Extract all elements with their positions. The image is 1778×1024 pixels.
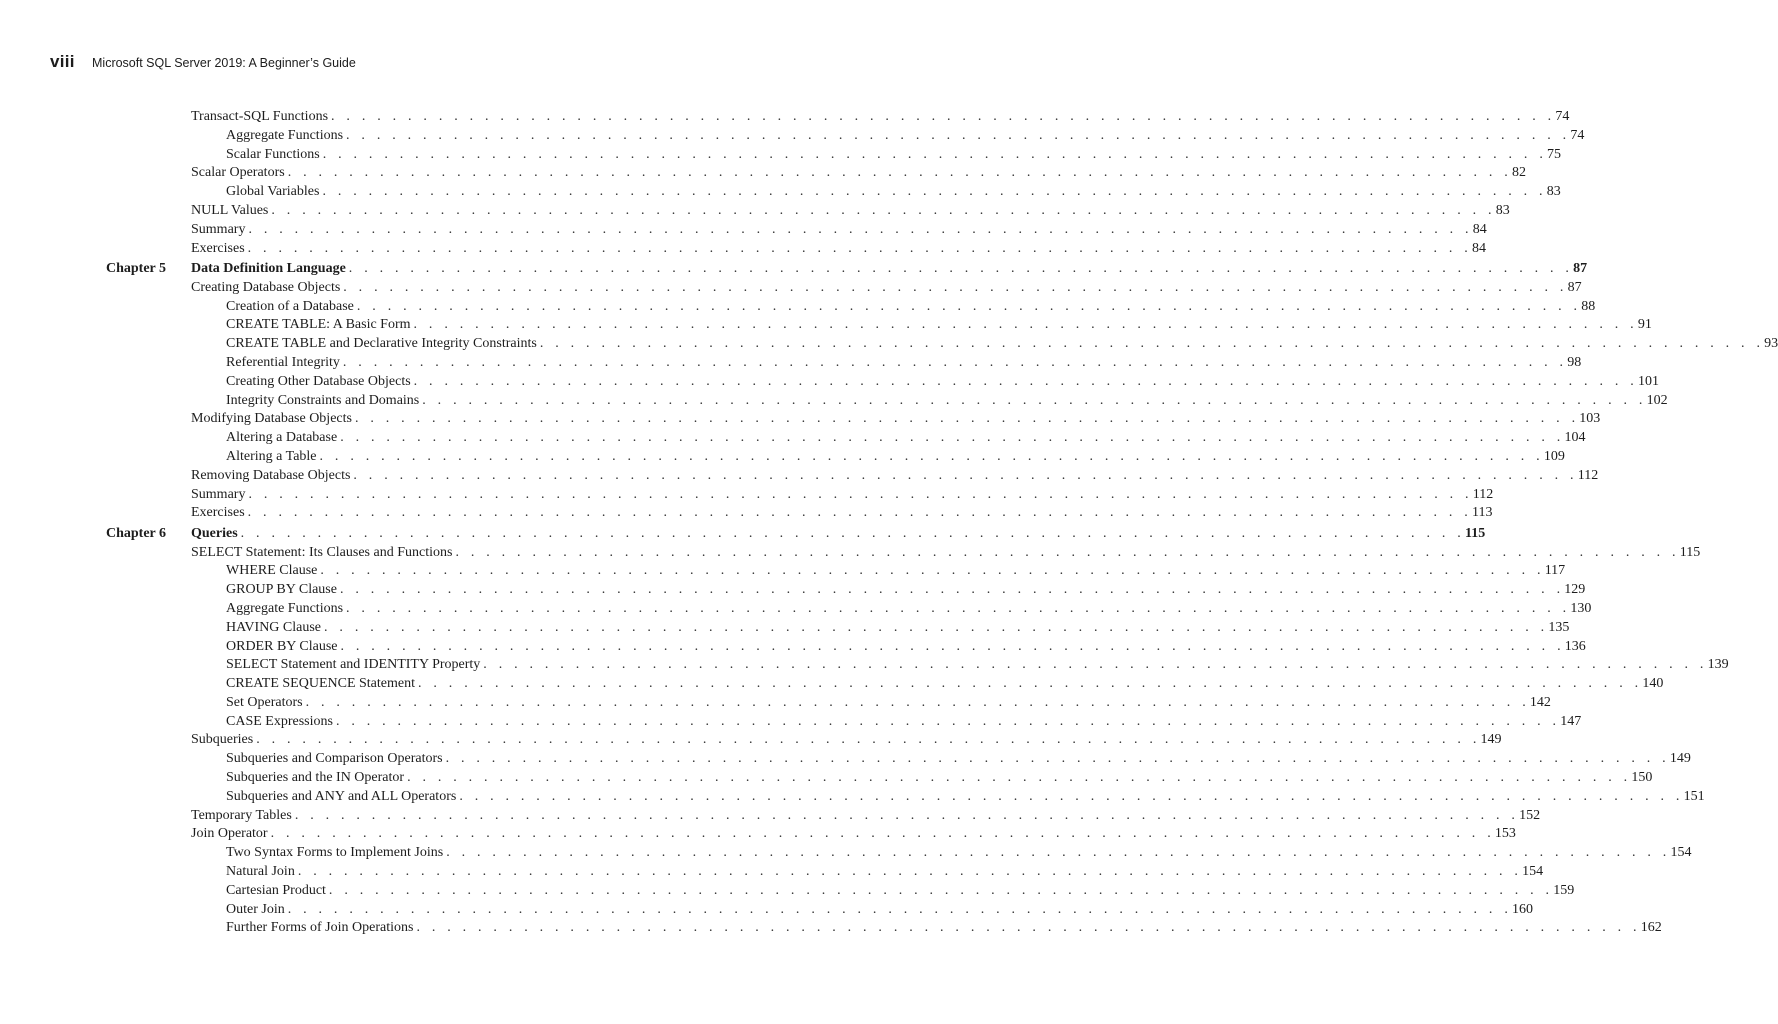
toc-entry-line	[226, 146, 1562, 165]
toc-entry-page: 113	[1471, 505, 1493, 521]
dot-leader: . . . . . . . . . . . . . . . . . . . . . . . . . . . . . . . . . . . . . . . . . . . . . . . . . . . . . . . . . . . . . . . . . . . . . . . . . . . . . . . .	[340, 430, 1565, 446]
toc-entry-title: Temporary Tables	[191, 807, 292, 823]
running-head-title: Microsoft SQL Server 2019: A Beginner’s Guide	[92, 56, 356, 70]
toc-entry-line	[226, 581, 1586, 600]
toc-entry-page: 101	[1637, 373, 1659, 389]
toc-entry	[100, 750, 1691, 769]
toc-entry	[100, 410, 1601, 429]
dot-leader: . . . . . . . . . . . . . . . . . . . . . . . . . . . . . . . . . . . . . . . . . . . . . . . . . . . . . . . . . . . . . . . . . . . . . . . . . . . . . . . .	[287, 165, 1512, 181]
dot-leader: . . . . . . . . . . . . . . . . . . . . . . . . . . . . . . . . . . . . . . . . . . . . . . . . . . . . . . . . . . . . . . . . . . . . . . . . . . . . . . . .	[271, 202, 1496, 218]
toc-entry-line	[226, 769, 1653, 788]
toc-entry	[100, 544, 1701, 563]
toc-entry-title: Creation of a Database	[226, 298, 354, 314]
toc-entry-page: 98	[1567, 354, 1582, 370]
toc-entry-page: 84	[1471, 240, 1486, 256]
toc-entry	[100, 769, 1653, 788]
toc-entry-title: Exercises	[191, 505, 245, 521]
toc-entry-title: CASE Expressions	[226, 713, 333, 729]
toc-entry-line	[226, 429, 1586, 448]
toc-entry-line	[226, 675, 1664, 694]
dot-leader: . . . . . . . . . . . . . . . . . . . . . . . . . . . . . . . . . . . . . . . . . . . . . . . . . . . . . . . . . . . . . . . . . . . . . . . . . . . . . . . .	[270, 826, 1495, 842]
dot-leader: . . . . . . . . . . . . . . . . . . . . . . . . . . . . . . . . . . . . . . . . . . . . . . . . . . . . . . . . . . . . . . . . . . . . . . . . . . . . . . . .	[483, 657, 1708, 673]
toc-entry	[100, 448, 1565, 467]
toc-entry	[100, 638, 1586, 657]
toc-entry-title: Creating Other Database Objects	[226, 373, 411, 389]
toc-entry-page: 115	[1464, 525, 1486, 541]
dot-leader: . . . . . . . . . . . . . . . . . . . . . . . . . . . . . . . . . . . . . . . . . . . . . . . . . . . . . . . . . . . . . . . . . . . . . . . . . . . . . . . .	[413, 373, 1638, 389]
toc-entry-line	[226, 844, 1692, 863]
toc-entry-page: 162	[1640, 920, 1662, 936]
toc-entry-line	[226, 882, 1575, 901]
page-header	[50, 52, 356, 72]
toc-entry	[100, 788, 1705, 807]
toc-entry-title: Subqueries and the IN Operator	[226, 770, 405, 786]
toc-entry-line	[226, 373, 1659, 392]
toc-entry-title: Further Forms of Join Operations	[226, 920, 414, 936]
toc-entry-title: ORDER BY Clause	[226, 638, 338, 654]
dot-leader: . . . . . . . . . . . . . . . . . . . . . . . . . . . . . . . . . . . . . . . . . . . . . . . . . . . . . . . . . . . . . . . . . . . . . . . . . . . . . . . .	[342, 354, 1568, 370]
toc-entry-title: SELECT Statement and IDENTITY Property	[226, 657, 481, 673]
toc-entry	[100, 901, 1534, 920]
toc-entry-line	[226, 750, 1691, 769]
toc-entry	[100, 882, 1575, 901]
toc-entry	[100, 825, 1516, 844]
toc-entry	[100, 127, 1585, 146]
toc-entry-title: Removing Database Objects	[191, 467, 351, 483]
toc-entry-title: HAVING Clause	[226, 619, 322, 635]
toc-entry-line	[226, 788, 1705, 807]
toc-entry-page: 151	[1683, 788, 1705, 804]
toc-entry	[100, 335, 1778, 354]
toc-entry-title: Natural Join	[226, 864, 295, 880]
dot-leader: . . . . . . . . . . . . . . . . . . . . . . . . . . . . . . . . . . . . . . . . . . . . . . . . . . . . . . . . . . . . . . . . . . . . . . . . . . . . . . . .	[346, 600, 1571, 616]
toc-entry-line	[191, 279, 1582, 298]
dot-leader: . . . . . . . . . . . . . . . . . . . . . . . . . . . . . . . . . . . . . . . . . . . . . . . . . . . . . . . . . . . . . . . . . . . . . . . . . . . . . . . .	[256, 732, 1481, 748]
toc-entry	[100, 316, 1652, 335]
toc-entry-title: NULL Values	[191, 202, 269, 218]
dot-leader: . . . . . . . . . . . . . . . . . . . . . . . . . . . . . . . . . . . . . . . . . . . . . . . . . . . . . . . . . . . . . . . . . . . . . . . . . . . . . . . .	[418, 676, 1643, 692]
toc-entry-title: Creating Database Objects	[191, 279, 341, 295]
toc-entry-page: 147	[1560, 713, 1582, 729]
toc-entry-line	[226, 448, 1565, 467]
dot-leader: . . . . . . . . . . . . . . . . . . . . . . . . . . . . . . . . . . . . . . . . . . . . . . . . . . . . . . . . . . . . . . . . . . . . . . . . . . . . . . . .	[324, 619, 1549, 635]
dot-leader: . . . . . . . . . . . . . . . . . . . . . . . . . . . . . . . . . . . . . . . . . . . . . . . . . . . . . . . . . . . . . . . . . . . . . . . . . . . . . . . .	[348, 260, 1574, 276]
toc-entry	[100, 392, 1668, 411]
toc-entry-line	[226, 638, 1586, 657]
toc-entry-page: 152	[1519, 807, 1541, 823]
toc-entry-page: 83	[1495, 202, 1510, 218]
toc-entry	[100, 863, 1544, 882]
toc-entry-page: 87	[1573, 260, 1588, 276]
dot-leader: . . . . . . . . . . . . . . . . . . . . . . . . . . . . . . . . . . . . . . . . . . . . . . . . . . . . . . . . . . . . . . . . . . . . . . . . . . . . . . . .	[297, 864, 1523, 880]
dot-leader: . . . . . . . . . . . . . . . . . . . . . . . . . . . . . . . . . . . . . . . . . . . . . . . . . . . . . . . . . . . . . . . . . . . . . . . . . . . . . . . .	[539, 336, 1765, 352]
toc-entry-page: 140	[1642, 676, 1664, 692]
toc-entry-title: Cartesian Product	[226, 882, 326, 898]
toc-entry-title: Scalar Operators	[191, 165, 285, 181]
toc-entry-title: Aggregate Functions	[226, 127, 344, 143]
toc-entry-line	[191, 825, 1516, 844]
toc-entry-page: 149	[1480, 732, 1502, 748]
toc-entry-title: Outer Join	[226, 901, 285, 917]
toc-entry-line	[226, 354, 1582, 373]
toc-entry-page: 104	[1564, 430, 1586, 446]
toc-entry-line	[226, 694, 1551, 713]
toc-entry	[100, 581, 1586, 600]
toc-entry	[100, 108, 1570, 127]
toc-entry-line	[226, 863, 1544, 882]
toc-entry	[100, 562, 1566, 581]
dot-leader: . . . . . . . . . . . . . . . . . . . . . . . . . . . . . . . . . . . . . . . . . . . . . . . . . . . . . . . . . . . . . . . . . . . . . . . . . . . . . . . .	[346, 127, 1571, 143]
toc-entry-page: 91	[1637, 317, 1652, 333]
toc-entry-title: CREATE SEQUENCE Statement	[226, 676, 415, 692]
dot-leader: . . . . . . . . . . . . . . . . . . . . . . . . . . . . . . . . . . . . . . . . . . . . . . . . . . . . . . . . . . . . . . . . . . . . . . . . . . . . . . . .	[287, 901, 1513, 917]
toc-entry-page: 160	[1512, 901, 1534, 917]
toc-entry-line	[226, 183, 1561, 202]
toc-entry-title: Summary	[191, 221, 246, 237]
toc-entry-page: 136	[1564, 638, 1586, 654]
toc-entry	[100, 731, 1502, 750]
toc-entry	[100, 279, 1582, 298]
toc-entry	[100, 807, 1541, 826]
toc-entry-page: 93	[1764, 336, 1778, 352]
toc-entry	[100, 240, 1486, 259]
toc-entry-page: 153	[1494, 826, 1516, 842]
toc-entry-title: Transact-SQL Functions	[191, 109, 329, 124]
toc-entry-title: Exercises	[191, 240, 245, 256]
dot-leader: . . . . . . . . . . . . . . . . . . . . . . . . . . . . . . . . . . . . . . . . . . . . . . . . . . . . . . . . . . . . . . . . . . . . . . . . . . . . . . . .	[353, 467, 1578, 483]
toc-entry-title: Data Definition Language	[191, 260, 346, 276]
toc-entry-title: CREATE TABLE: A Basic Form	[226, 317, 411, 333]
toc-entry-title: Subqueries and ANY and ALL Operators	[226, 788, 457, 804]
toc-entry	[100, 504, 1493, 523]
dot-leader: . . . . . . . . . . . . . . . . . . . . . . . . . . . . . . . . . . . . . . . . . . . . . . . . . . . . . . . . . . . . . . . . . . . . . . . . . . . . . . . .	[322, 184, 1547, 200]
toc-entry-title: Scalar Functions	[226, 146, 320, 162]
dot-leader: . . . . . . . . . . . . . . . . . . . . . . . . . . . . . . . . . . . . . . . . . . . . . . . . . . . . . . . . . . . . . . . . . . . . . . . . . . . . . . . .	[445, 751, 1670, 767]
dot-leader: . . . . . . . . . . . . . . . . . . . . . . . . . . . . . . . . . . . . . . . . . . . . . . . . . . . . . . . . . . . . . . . . . . . . . . . . . . . . . . . .	[413, 317, 1638, 333]
toc-entry-page: 88	[1581, 298, 1596, 314]
toc-entry-page: 84	[1472, 221, 1487, 237]
toc-entry-line	[226, 713, 1582, 732]
toc-entry-page: 154	[1522, 864, 1544, 880]
toc-entry	[100, 260, 1588, 279]
dot-leader: . . . . . . . . . . . . . . . . . . . . . . . . . . . . . . . . . . . . . . . . . . . . . . . . . . . . . . . . . . . . . . . . . . . . . . . . . . . . . . . .	[356, 298, 1582, 314]
toc-entry-page: 75	[1547, 146, 1562, 162]
toc-entry	[100, 202, 1510, 221]
toc-entry-line	[191, 410, 1601, 429]
toc-entry-line	[191, 240, 1486, 259]
toc-entry-title: CREATE TABLE and Declarative Integrity Constraints	[226, 336, 537, 352]
toc-entry-line	[191, 731, 1502, 750]
toc-entry-page: 74	[1570, 127, 1585, 143]
toc-entry	[100, 486, 1494, 505]
dot-leader: . . . . . . . . . . . . . . . . . . . . . . . . . . . . . . . . . . . . . . . . . . . . . . . . . . . . . . . . . . . . . . . . . . . . . . . . . . . . . . . .	[247, 505, 1472, 521]
dot-leader: . . . . . . . . . . . . . . . . . . . . . . . . . . . . . . . . . . . . . . . . . . . . . . . . . . . . . . . . . . . . . . . . . . . . . . . . . . . . . . . .	[335, 713, 1561, 729]
toc-entry	[100, 694, 1551, 713]
toc-entry-line	[226, 619, 1570, 638]
toc-entry-title: Integrity Constraints and Domains	[226, 392, 420, 408]
toc-entry-page: 129	[1564, 582, 1586, 598]
toc-entry-line	[226, 392, 1668, 411]
toc-entry	[100, 221, 1487, 240]
toc-entry-title: Aggregate Functions	[226, 600, 344, 616]
dot-leader: . . . . . . . . . . . . . . . . . . . . . . . . . . . . . . . . . . . . . . . . . . . . . . . . . . . . . . . . . . . . . . . . . . . . . . . . . . . . . . . .	[459, 788, 1684, 804]
toc-entry-line	[191, 467, 1599, 486]
toc-entry-line	[226, 600, 1592, 619]
toc-entry	[100, 298, 1596, 317]
toc-entry-line	[191, 164, 1526, 183]
toc-entry	[100, 656, 1729, 675]
toc-entry-page: 102	[1646, 392, 1668, 408]
toc-entry-title: Subqueries	[191, 732, 254, 748]
toc-entry-line	[191, 486, 1494, 505]
toc-entry	[100, 354, 1582, 373]
toc-entry-title: GROUP BY Clause	[226, 582, 337, 598]
toc-entry-title: Global Variables	[226, 184, 320, 200]
dot-leader: . . . . . . . . . . . . . . . . . . . . . . . . . . . . . . . . . . . . . . . . . . . . . . . . . . . . . . . . . . . . . . . . . . . . . . . . . . . . . . . .	[328, 882, 1554, 898]
dot-leader: . . . . . . . . . . . . . . . . . . . . . . . . . . . . . . . . . . . . . . . . . . . . . . . . . . . . . . . . . . . . . . . . . . . . . . . . . . . . . . . .	[343, 279, 1568, 295]
toc-entry-page: 130	[1570, 600, 1592, 616]
toc-entry-line	[191, 807, 1541, 826]
dot-leader: . . . . . . . . . . . . . . . . . . . . . . . . . . . . . . . . . . . . . . . . . . . . . . . . . . . . . . . . . . . . . . . . . . . . . . . . . . . . . . . .	[446, 845, 1671, 861]
toc-entry-title: SELECT Statement: Its Clauses and Functions	[191, 544, 453, 560]
toc-entry-title: Summary	[191, 486, 246, 502]
toc-entry-page: 159	[1553, 882, 1575, 898]
table-of-contents	[100, 108, 1778, 938]
dot-leader: . . . . . . . . . . . . . . . . . . . . . . . . . . . . . . . . . . . . . . . . . . . . . . . . . . . . . . . . . . . . . . . . . . . . . . . . . . . . . . . .	[340, 638, 1565, 654]
toc-entry	[100, 525, 1486, 544]
toc-entry-line	[226, 656, 1729, 675]
toc-entry-line	[226, 562, 1566, 581]
toc-entry-line	[226, 298, 1596, 317]
toc-entry-line	[226, 316, 1652, 335]
chapter-label: Chapter 6	[106, 525, 167, 541]
dot-leader: . . . . . . . . . . . . . . . . . . . . . . . . . . . . . . . . . . . . . . . . . . . . . . . . . . . . . . . . . . . . . . . . . . . . . . . . . . . . . . . .	[248, 486, 1473, 502]
toc-entry	[100, 164, 1526, 183]
dot-leader: . . . . . . . . . . . . . . . . . . . . . . . . . . . . . . . . . . . . . . . . . . . . . . . . . . . . . . . . . . . . . . . . . . . . . . . . . . . . . . . .	[331, 109, 1556, 124]
toc-entry-title: Join Operator	[191, 826, 268, 842]
dot-leader: . . . . . . . . . . . . . . . . . . . . . . . . . . . . . . . . . . . . . . . . . . . . . . . . . . . . . . . . . . . . . . . . . . . . . . . . . . . . . . . .	[319, 448, 1544, 464]
dot-leader: . . . . . . . . . . . . . . . . . . . . . . . . . . . . . . . . . . . . . . . . . . . . . . . . . . . . . . . . . . . . . . . . . . . . . . . . . . . . . . . .	[248, 221, 1473, 237]
dot-leader: . . . . . . . . . . . . . . . . . . . . . . . . . . . . . . . . . . . . . . . . . . . . . . . . . . . . . . . . . . . . . . . . . . . . . . . . . . . . . . . .	[354, 411, 1580, 427]
toc-entry	[100, 600, 1592, 619]
toc-entry-page: 142	[1529, 694, 1551, 710]
dot-leader: . . . . . . . . . . . . . . . . . . . . . . . . . . . . . . . . . . . . . . . . . . . . . . . . . . . . . . . . . . . . . . . . . . . . . . . . . . . . . . . .	[247, 240, 1472, 256]
toc-entry	[100, 373, 1659, 392]
toc-entry-line	[191, 504, 1493, 523]
toc-entry-page: 112	[1577, 467, 1599, 483]
toc-entry-page: 117	[1544, 563, 1566, 579]
toc-entry-line	[191, 260, 1588, 279]
dot-leader: . . . . . . . . . . . . . . . . . . . . . . . . . . . . . . . . . . . . . . . . . . . . . . . . . . . . . . . . . . . . . . . . . . . . . . . . . . . . . . . .	[339, 582, 1565, 598]
toc-entry	[100, 619, 1570, 638]
toc-entry-page: 112	[1472, 486, 1494, 502]
dot-leader: . . . . . . . . . . . . . . . . . . . . . . . . . . . . . . . . . . . . . . . . . . . . . . . . . . . . . . . . . . . . . . . . . . . . . . . . . . . . . . . .	[320, 563, 1545, 579]
toc-entry-line	[191, 108, 1570, 127]
toc-entry-page: 115	[1679, 544, 1701, 560]
toc-entry-page: 149	[1669, 751, 1691, 767]
toc-entry-title: WHERE Clause	[226, 563, 318, 579]
chapter-label: Chapter 5	[106, 260, 167, 276]
toc-entry-line	[226, 127, 1585, 146]
dot-leader: . . . . . . . . . . . . . . . . . . . . . . . . . . . . . . . . . . . . . . . . . . . . . . . . . . . . . . . . . . . . . . . . . . . . . . . . . . . . . . . .	[416, 920, 1641, 936]
toc-entry-page: 74	[1555, 109, 1570, 124]
dot-leader: . . . . . . . . . . . . . . . . . . . . . . . . . . . . . . . . . . . . . . . . . . . . . . . . . . . . . . . . . . . . . . . . . . . . . . . . . . . . . . . .	[294, 807, 1520, 823]
toc-entry-page: 82	[1512, 165, 1526, 181]
toc-entry	[100, 183, 1561, 202]
toc-entry-page: 109	[1543, 448, 1565, 464]
toc-entry-title: Queries	[191, 525, 238, 541]
toc-entry	[100, 429, 1586, 448]
dot-leader: . . . . . . . . . . . . . . . . . . . . . . . . . . . . . . . . . . . . . . . . . . . . . . . . . . . . . . . . . . . . . . . . . . . . . . . . . . . . . . . .	[240, 525, 1465, 541]
dot-leader: . . . . . . . . . . . . . . . . . . . . . . . . . . . . . . . . . . . . . . . . . . . . . . . . . . . . . . . . . . . . . . . . . . . . . . . . . . . . . . . .	[305, 694, 1530, 710]
toc-entry-title: Set Operators	[226, 694, 303, 710]
toc-entry-line	[226, 335, 1778, 354]
toc-entry	[100, 919, 1662, 938]
toc-entry-page: 103	[1579, 411, 1601, 427]
toc-entry-line	[191, 202, 1510, 221]
toc-entry-title: Altering a Database	[226, 430, 338, 446]
toc-entry-line	[191, 525, 1486, 544]
toc-entry-page: 154	[1670, 845, 1692, 861]
toc-entry-title: Altering a Table	[226, 448, 317, 464]
toc-entry-line	[226, 919, 1662, 938]
toc-entry-title: Two Syntax Forms to Implement Joins	[226, 845, 444, 861]
toc-entry-line	[191, 544, 1701, 563]
toc-entry	[100, 467, 1599, 486]
toc-entry-page: 135	[1548, 619, 1570, 635]
toc-entry	[100, 675, 1664, 694]
toc-entry-line	[191, 221, 1487, 240]
toc-entry-page: 87	[1567, 279, 1582, 295]
toc-entry	[100, 844, 1692, 863]
toc-entry-title: Subqueries and Comparison Operators	[226, 751, 443, 767]
toc-entry-title: Referential Integrity	[226, 354, 340, 370]
toc-entry-title: Modifying Database Objects	[191, 411, 352, 427]
toc-entry-line	[226, 901, 1534, 920]
toc-entry-page: 150	[1631, 770, 1653, 786]
page-number: viii	[50, 52, 75, 71]
dot-leader: . . . . . . . . . . . . . . . . . . . . . . . . . . . . . . . . . . . . . . . . . . . . . . . . . . . . . . . . . . . . . . . . . . . . . . . . . . . . . . . .	[422, 392, 1647, 408]
toc-entry	[100, 713, 1582, 732]
toc-entry-page: 83	[1546, 184, 1561, 200]
toc-entry-page: 139	[1707, 657, 1729, 673]
toc-entry	[100, 146, 1562, 165]
dot-leader: . . . . . . . . . . . . . . . . . . . . . . . . . . . . . . . . . . . . . . . . . . . . . . . . . . . . . . . . . . . . . . . . . . . . . . . . . . . . . . . .	[455, 544, 1680, 560]
dot-leader: . . . . . . . . . . . . . . . . . . . . . . . . . . . . . . . . . . . . . . . . . . . . . . . . . . . . . . . . . . . . . . . . . . . . . . . . . . . . . . . .	[407, 770, 1632, 786]
dot-leader: . . . . . . . . . . . . . . . . . . . . . . . . . . . . . . . . . . . . . . . . . . . . . . . . . . . . . . . . . . . . . . . . . . . . . . . . . . . . . . . .	[322, 146, 1548, 162]
